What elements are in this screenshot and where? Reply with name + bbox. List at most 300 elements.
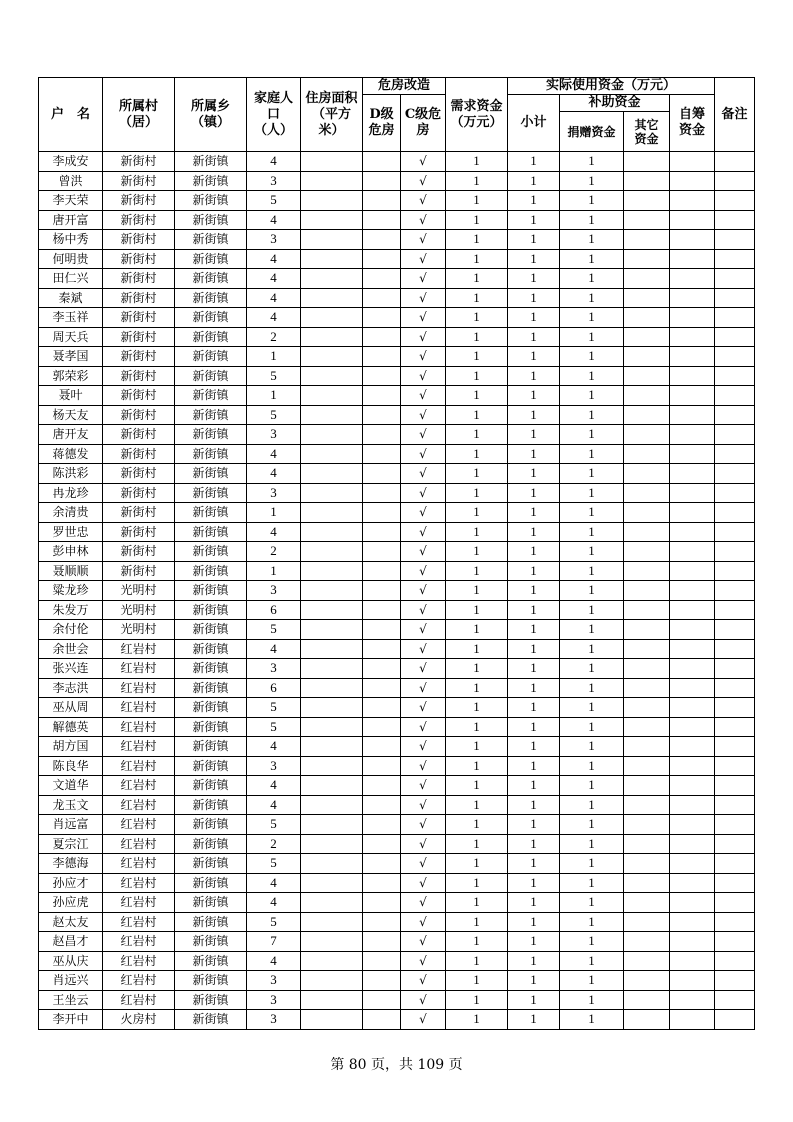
table-row — [39, 249, 755, 269]
cell-other — [624, 873, 670, 893]
cell-demand: 1 — [446, 366, 508, 386]
cell-township: 新街镇 — [175, 386, 247, 406]
cell-self-raised — [670, 678, 715, 698]
cell-township: 新街镇 — [175, 971, 247, 991]
cell-name: 唐开友 — [39, 425, 103, 445]
cell-demand: 1 — [446, 171, 508, 191]
cell-subtotal: 1 — [508, 522, 560, 542]
cell-area — [301, 308, 363, 328]
cell-other — [624, 230, 670, 250]
cell-name: 冉龙珍 — [39, 483, 103, 503]
cell-area — [301, 854, 363, 874]
cell-population: 2 — [247, 327, 301, 347]
cell-c-level: √ — [401, 483, 446, 503]
cell-demand: 1 — [446, 854, 508, 874]
cell-subtotal: 1 — [508, 737, 560, 757]
cell-area — [301, 249, 363, 269]
cell-area — [301, 678, 363, 698]
cell-d-level — [363, 698, 401, 718]
cell-remarks — [715, 249, 755, 269]
cell-remarks — [715, 425, 755, 445]
cell-donation: 1 — [560, 659, 624, 679]
cell-self-raised — [670, 366, 715, 386]
cell-population: 4 — [247, 893, 301, 913]
table-row — [39, 795, 755, 815]
cell-remarks — [715, 522, 755, 542]
cell-remarks — [715, 698, 755, 718]
cell-remarks — [715, 815, 755, 835]
table-row — [39, 308, 755, 328]
cell-subtotal: 1 — [508, 210, 560, 230]
cell-population: 4 — [247, 269, 301, 289]
cell-area — [301, 327, 363, 347]
cell-self-raised — [670, 776, 715, 796]
cell-other — [624, 561, 670, 581]
cell-demand: 1 — [446, 659, 508, 679]
header-d-level: D级危房 — [363, 95, 401, 152]
cell-other — [624, 464, 670, 484]
cell-donation: 1 — [560, 717, 624, 737]
table-row — [39, 171, 755, 191]
cell-village: 新街村 — [103, 191, 175, 211]
cell-self-raised — [670, 912, 715, 932]
cell-population: 6 — [247, 600, 301, 620]
cell-name: 彭申林 — [39, 542, 103, 562]
cell-d-level — [363, 776, 401, 796]
table-row — [39, 464, 755, 484]
cell-other — [624, 444, 670, 464]
cell-population: 3 — [247, 1010, 301, 1030]
cell-area — [301, 366, 363, 386]
cell-donation: 1 — [560, 1010, 624, 1030]
cell-remarks — [715, 152, 755, 172]
cell-remarks — [715, 893, 755, 913]
cell-area — [301, 698, 363, 718]
cell-subtotal: 1 — [508, 405, 560, 425]
table-header — [39, 78, 755, 152]
cell-d-level — [363, 795, 401, 815]
cell-d-level — [363, 971, 401, 991]
cell-c-level: √ — [401, 327, 446, 347]
cell-d-level — [363, 483, 401, 503]
cell-name: 孙应虎 — [39, 893, 103, 913]
cell-c-level: √ — [401, 347, 446, 367]
cell-township: 新街镇 — [175, 483, 247, 503]
cell-name: 唐开富 — [39, 210, 103, 230]
cell-c-level: √ — [401, 542, 446, 562]
cell-population: 3 — [247, 230, 301, 250]
cell-remarks — [715, 932, 755, 952]
cell-demand: 1 — [446, 386, 508, 406]
table-row — [39, 327, 755, 347]
cell-other — [624, 834, 670, 854]
cell-subtotal: 1 — [508, 191, 560, 211]
cell-remarks — [715, 795, 755, 815]
cell-name: 赵太友 — [39, 912, 103, 932]
cell-donation: 1 — [560, 171, 624, 191]
cell-area — [301, 834, 363, 854]
cell-area — [301, 873, 363, 893]
cell-other — [624, 171, 670, 191]
cell-self-raised — [670, 191, 715, 211]
table-row — [39, 854, 755, 874]
cell-d-level — [363, 990, 401, 1010]
cell-donation: 1 — [560, 503, 624, 523]
cell-township: 新街镇 — [175, 249, 247, 269]
cell-d-level — [363, 249, 401, 269]
cell-remarks — [715, 776, 755, 796]
cell-other — [624, 1010, 670, 1030]
cell-name: 李开中 — [39, 1010, 103, 1030]
cell-remarks — [715, 951, 755, 971]
header-remarks: 备注 — [715, 78, 755, 152]
cell-name: 罗世忠 — [39, 522, 103, 542]
cell-name: 聂顺顺 — [39, 561, 103, 581]
cell-demand: 1 — [446, 347, 508, 367]
cell-d-level — [363, 308, 401, 328]
cell-village: 新街村 — [103, 347, 175, 367]
cell-c-level: √ — [401, 834, 446, 854]
cell-township: 新街镇 — [175, 932, 247, 952]
cell-other — [624, 600, 670, 620]
cell-d-level — [363, 639, 401, 659]
cell-population: 6 — [247, 678, 301, 698]
cell-other — [624, 405, 670, 425]
cell-area — [301, 1010, 363, 1030]
cell-demand: 1 — [446, 776, 508, 796]
header-village: 所属村 （居） — [103, 78, 175, 152]
cell-area — [301, 347, 363, 367]
cell-population: 2 — [247, 542, 301, 562]
cell-donation: 1 — [560, 425, 624, 445]
cell-village: 红岩村 — [103, 990, 175, 1010]
table-row — [39, 971, 755, 991]
cell-d-level — [363, 815, 401, 835]
cell-area — [301, 269, 363, 289]
cell-township: 新街镇 — [175, 503, 247, 523]
cell-village: 红岩村 — [103, 971, 175, 991]
cell-township: 新街镇 — [175, 795, 247, 815]
cell-name: 蒋德发 — [39, 444, 103, 464]
cell-demand: 1 — [446, 717, 508, 737]
cell-other — [624, 756, 670, 776]
cell-population: 4 — [247, 951, 301, 971]
cell-remarks — [715, 405, 755, 425]
cell-population: 7 — [247, 932, 301, 952]
table-row — [39, 659, 755, 679]
cell-d-level — [363, 854, 401, 874]
cell-name: 李德海 — [39, 854, 103, 874]
cell-d-level — [363, 288, 401, 308]
cell-population: 3 — [247, 990, 301, 1010]
cell-d-level — [363, 542, 401, 562]
cell-demand: 1 — [446, 483, 508, 503]
table-row — [39, 776, 755, 796]
cell-name: 郭荣彩 — [39, 366, 103, 386]
cell-c-level: √ — [401, 971, 446, 991]
header-subtotal: 小计 — [508, 95, 560, 152]
cell-name: 夏宗江 — [39, 834, 103, 854]
cell-remarks — [715, 854, 755, 874]
cell-remarks — [715, 1010, 755, 1030]
cell-other — [624, 347, 670, 367]
cell-donation: 1 — [560, 795, 624, 815]
cell-demand: 1 — [446, 230, 508, 250]
cell-name: 巫从周 — [39, 698, 103, 718]
cell-donation: 1 — [560, 522, 624, 542]
cell-population: 3 — [247, 425, 301, 445]
cell-demand: 1 — [446, 425, 508, 445]
cell-c-level: √ — [401, 249, 446, 269]
cell-d-level — [363, 386, 401, 406]
cell-demand: 1 — [446, 737, 508, 757]
cell-self-raised — [670, 542, 715, 562]
cell-subtotal: 1 — [508, 288, 560, 308]
cell-c-level: √ — [401, 171, 446, 191]
cell-area — [301, 522, 363, 542]
cell-other — [624, 932, 670, 952]
cell-other — [624, 366, 670, 386]
cell-self-raised — [670, 327, 715, 347]
cell-self-raised — [670, 854, 715, 874]
cell-subtotal: 1 — [508, 698, 560, 718]
cell-self-raised — [670, 834, 715, 854]
cell-c-level: √ — [401, 444, 446, 464]
cell-donation: 1 — [560, 561, 624, 581]
cell-area — [301, 990, 363, 1010]
cell-donation: 1 — [560, 191, 624, 211]
cell-name: 陈良华 — [39, 756, 103, 776]
cell-subtotal: 1 — [508, 1010, 560, 1030]
cell-population: 5 — [247, 815, 301, 835]
cell-donation: 1 — [560, 834, 624, 854]
header-population: 家庭人口（人） — [247, 78, 301, 152]
cell-c-level: √ — [401, 795, 446, 815]
cell-population: 5 — [247, 620, 301, 640]
cell-village: 新街村 — [103, 366, 175, 386]
cell-remarks — [715, 600, 755, 620]
cell-donation: 1 — [560, 327, 624, 347]
cell-area — [301, 776, 363, 796]
cell-subtotal: 1 — [508, 756, 560, 776]
cell-remarks — [715, 444, 755, 464]
cell-other — [624, 912, 670, 932]
cell-subtotal: 1 — [508, 249, 560, 269]
cell-township: 新街镇 — [175, 269, 247, 289]
cell-donation: 1 — [560, 581, 624, 601]
cell-demand: 1 — [446, 971, 508, 991]
cell-area — [301, 464, 363, 484]
cell-self-raised — [670, 659, 715, 679]
cell-subtotal: 1 — [508, 932, 560, 952]
cell-other — [624, 503, 670, 523]
cell-other — [624, 678, 670, 698]
cell-other — [624, 776, 670, 796]
cell-subtotal: 1 — [508, 795, 560, 815]
cell-name: 聂孝国 — [39, 347, 103, 367]
cell-c-level: √ — [401, 210, 446, 230]
cell-d-level — [363, 561, 401, 581]
cell-village: 新街村 — [103, 249, 175, 269]
cell-c-level: √ — [401, 912, 446, 932]
table-row — [39, 990, 755, 1010]
cell-self-raised — [670, 425, 715, 445]
cell-township: 新街镇 — [175, 152, 247, 172]
cell-donation: 1 — [560, 366, 624, 386]
cell-other — [624, 483, 670, 503]
cell-d-level — [363, 347, 401, 367]
cell-d-level — [363, 932, 401, 952]
cell-village: 新街村 — [103, 230, 175, 250]
cell-village: 新街村 — [103, 210, 175, 230]
cell-township: 新街镇 — [175, 678, 247, 698]
cell-population: 5 — [247, 912, 301, 932]
cell-village: 红岩村 — [103, 639, 175, 659]
header-subsidy: 补助资金 — [560, 95, 670, 112]
cell-donation: 1 — [560, 464, 624, 484]
cell-village: 光明村 — [103, 581, 175, 601]
cell-subtotal: 1 — [508, 659, 560, 679]
cell-village: 新街村 — [103, 152, 175, 172]
cell-self-raised — [670, 444, 715, 464]
cell-remarks — [715, 269, 755, 289]
cell-d-level — [363, 171, 401, 191]
cell-subtotal: 1 — [508, 561, 560, 581]
cell-village: 新街村 — [103, 444, 175, 464]
cell-population: 1 — [247, 561, 301, 581]
cell-population: 4 — [247, 444, 301, 464]
cell-subtotal: 1 — [508, 912, 560, 932]
cell-subtotal: 1 — [508, 464, 560, 484]
cell-demand: 1 — [446, 152, 508, 172]
cell-other — [624, 425, 670, 445]
cell-d-level — [363, 503, 401, 523]
cell-donation: 1 — [560, 737, 624, 757]
cell-name: 田仁兴 — [39, 269, 103, 289]
cell-remarks — [715, 230, 755, 250]
cell-village: 火房村 — [103, 1010, 175, 1030]
table-row — [39, 717, 755, 737]
cell-village: 红岩村 — [103, 834, 175, 854]
cell-other — [624, 191, 670, 211]
cell-self-raised — [670, 249, 715, 269]
cell-township: 新街镇 — [175, 327, 247, 347]
cell-area — [301, 230, 363, 250]
cell-other — [624, 522, 670, 542]
cell-village: 新街村 — [103, 308, 175, 328]
cell-population: 3 — [247, 659, 301, 679]
cell-donation: 1 — [560, 893, 624, 913]
cell-c-level: √ — [401, 522, 446, 542]
cell-township: 新街镇 — [175, 366, 247, 386]
cell-subtotal: 1 — [508, 639, 560, 659]
cell-subtotal: 1 — [508, 308, 560, 328]
cell-township: 新街镇 — [175, 893, 247, 913]
cell-d-level — [363, 464, 401, 484]
table-row — [39, 230, 755, 250]
header-name: 户 名 — [39, 78, 103, 152]
cell-self-raised — [670, 717, 715, 737]
cell-remarks — [715, 561, 755, 581]
cell-subtotal: 1 — [508, 834, 560, 854]
cell-donation: 1 — [560, 483, 624, 503]
cell-subtotal: 1 — [508, 971, 560, 991]
cell-name: 解德英 — [39, 717, 103, 737]
cell-area — [301, 620, 363, 640]
cell-name: 文道华 — [39, 776, 103, 796]
table-row — [39, 620, 755, 640]
cell-village: 新街村 — [103, 327, 175, 347]
cell-demand: 1 — [446, 834, 508, 854]
cell-subtotal: 1 — [508, 620, 560, 640]
cell-c-level: √ — [401, 951, 446, 971]
cell-donation: 1 — [560, 776, 624, 796]
cell-donation: 1 — [560, 951, 624, 971]
cell-d-level — [363, 834, 401, 854]
cell-c-level: √ — [401, 1010, 446, 1030]
cell-name: 肖远富 — [39, 815, 103, 835]
cell-demand: 1 — [446, 444, 508, 464]
cell-population: 4 — [247, 464, 301, 484]
cell-village: 红岩村 — [103, 678, 175, 698]
table-row — [39, 581, 755, 601]
subsidy-table — [38, 77, 755, 1030]
cell-subtotal: 1 — [508, 873, 560, 893]
cell-township: 新街镇 — [175, 171, 247, 191]
table-row — [39, 386, 755, 406]
cell-demand: 1 — [446, 288, 508, 308]
cell-name: 何明贵 — [39, 249, 103, 269]
cell-demand: 1 — [446, 405, 508, 425]
cell-other — [624, 659, 670, 679]
cell-township: 新街镇 — [175, 561, 247, 581]
table-row — [39, 561, 755, 581]
cell-donation: 1 — [560, 230, 624, 250]
cell-area — [301, 815, 363, 835]
cell-name: 秦斌 — [39, 288, 103, 308]
cell-self-raised — [670, 737, 715, 757]
cell-name: 李玉祥 — [39, 308, 103, 328]
cell-d-level — [363, 191, 401, 211]
cell-population: 5 — [247, 366, 301, 386]
cell-d-level — [363, 152, 401, 172]
cell-township: 新街镇 — [175, 444, 247, 464]
cell-subtotal: 1 — [508, 951, 560, 971]
cell-area — [301, 756, 363, 776]
cell-c-level: √ — [401, 386, 446, 406]
cell-self-raised — [670, 561, 715, 581]
cell-population: 4 — [247, 795, 301, 815]
cell-d-level — [363, 522, 401, 542]
cell-subtotal: 1 — [508, 678, 560, 698]
cell-name: 赵昌才 — [39, 932, 103, 952]
cell-d-level — [363, 873, 401, 893]
cell-demand: 1 — [446, 620, 508, 640]
cell-area — [301, 932, 363, 952]
cell-remarks — [715, 971, 755, 991]
cell-name: 肖远兴 — [39, 971, 103, 991]
cell-remarks — [715, 347, 755, 367]
cell-population: 4 — [247, 288, 301, 308]
cell-c-level: √ — [401, 756, 446, 776]
cell-subtotal: 1 — [508, 483, 560, 503]
cell-village: 红岩村 — [103, 873, 175, 893]
cell-donation: 1 — [560, 971, 624, 991]
cell-c-level: √ — [401, 737, 446, 757]
cell-self-raised — [670, 620, 715, 640]
cell-d-level — [363, 600, 401, 620]
cell-self-raised — [670, 893, 715, 913]
